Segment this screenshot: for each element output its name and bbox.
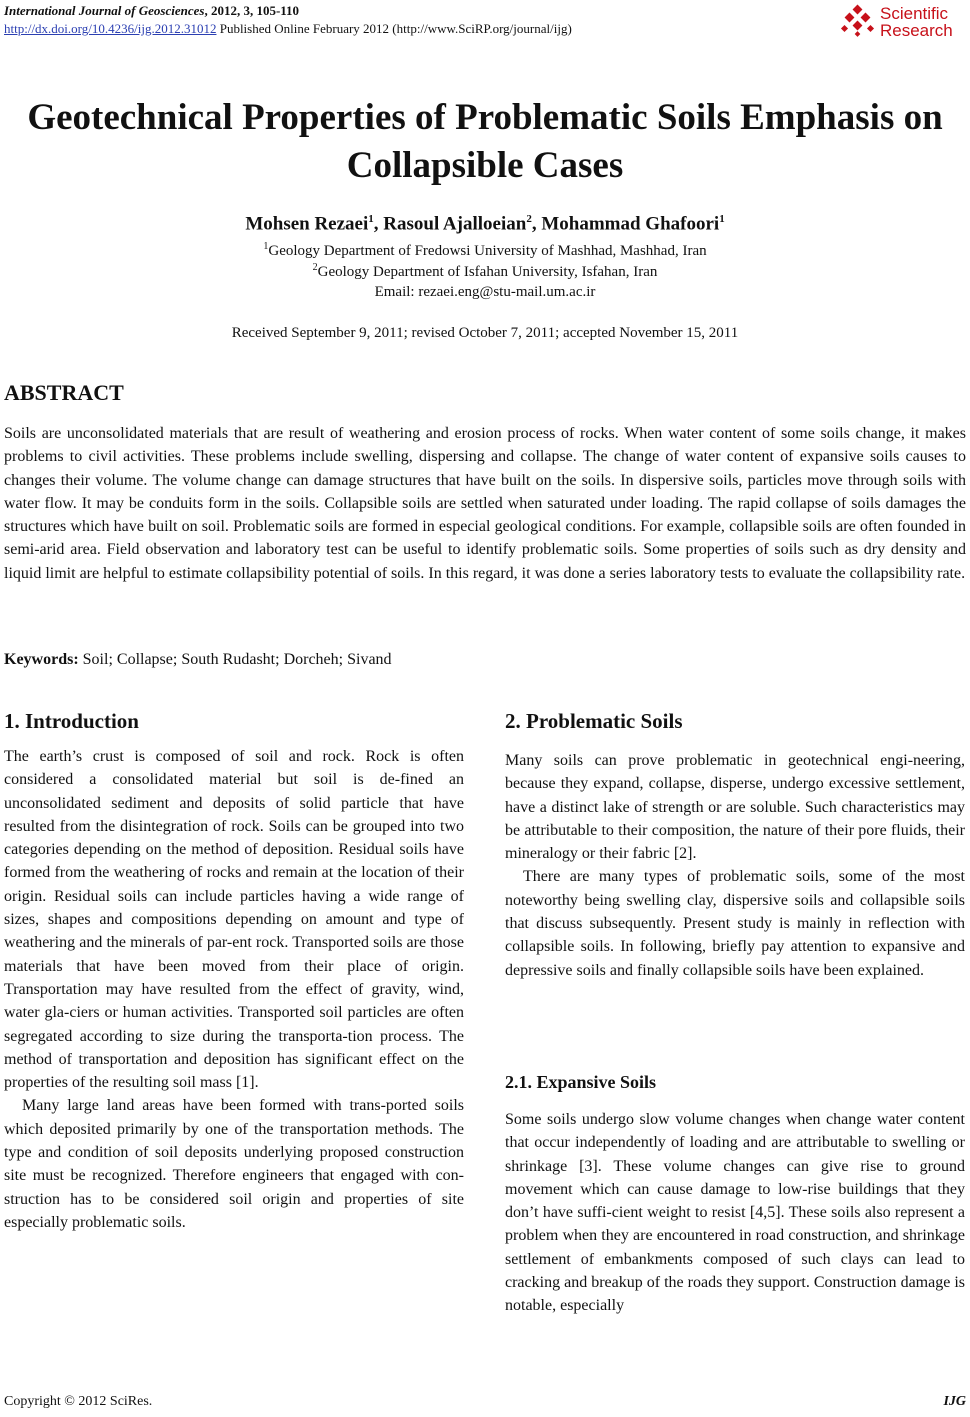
section-1-paragraph-2: Many large land areas have been formed with trans-ported soils which deposited primarily by one of the transportation methods. The type and condition of soil deposits underlying proposed construction site must be recognized. Therefore engineers that engaged with con-struction has to be considered soil origin and properties of site especially problematic soils.: [4, 1097, 464, 1231]
section-2-body: [505, 749, 965, 982]
page-footer: [4, 1394, 966, 1410]
keywords-line: [4, 651, 392, 669]
journal-name: International Journal of Geosciences: [4, 3, 205, 18]
copyright-notice: Copyright © 2012 SciRes.: [4, 1394, 153, 1409]
section-2-paragraph-1: Many soils can prove problematic in geotechnical engi-neering, because they expand, collapse, disperse, undergo excessive settlement, have a distinct lake of strength or are soluble. Such characteristics may be attributable to their composition, the nature of their pore fluids, their mineralogy or their fabric [2].: [505, 752, 965, 863]
section-1-heading: 1. Introduction: [4, 709, 139, 733]
journal-citation-line: [4, 2, 804, 20]
running-header: [4, 2, 804, 38]
doi-link[interactable]: http://dx.doi.org/10.4236/ijg.2012.31012: [4, 21, 217, 36]
volume-pages: , 2012, 3, 105-110: [204, 3, 300, 18]
keywords-list: Soil; Collapse; South Rudasht; Dorcheh; Sivand: [78, 651, 392, 668]
journal-abbreviation: IJG: [943, 1394, 966, 1409]
affiliation-2: $^2$Geology Department of Isfahan University, Isfahan, Iran: [312, 262, 658, 280]
published-online: Published Online February 2012 (http://www.SciRP.org/journal/ijg): [216, 21, 572, 36]
keywords-label: Keywords:: [4, 651, 79, 668]
section-1-paragraph-1: The earth’s crust is composed of soil and rock. Rock is often considered a consolidated material but soil is de-fined an unconsolidated sediment and deposits of solid particle that have resulted from the disintegration of rock. Soils can be grouped into two categories depending on the method of deposition. Residual soils have formed from the weathering of rocks and remain at the location of their origin. Residual soils can include particles having a wide range of sizes, shapes and compositions depending on amount and type of weathering and the minerals of par-ent rock. Transported soils are those materials that have been moved from their place of origin. Transportation may have resulted from the effect of gravity, wind, water gla-ciers or human activities. Transported soil particles are often segregated according to size during the transporta-tion process. The method of transportation and deposition has significant effect on the properties of the resulting soil mass [1].: [4, 748, 464, 1092]
subsection-2-1-heading: 2.1. Expansive Soils: [505, 1072, 657, 1092]
abstract-heading: ABSTRACT: [4, 380, 124, 405]
received-dates: Received September 9, 2011; revised October 7, 2011; accepted November 15, 2011: [231, 325, 739, 341]
scirp-logo-icon: [840, 4, 876, 40]
author-list: Mohsen Rezaei$^1$, Rasoul Ajalloeian$^2$, Mohammad Ghafoori$^1$: [245, 213, 725, 235]
section-2-heading: 2. Problematic Soils: [505, 709, 683, 733]
paper-title: Geotechnical Properties of Problematic Soils Emphasis on Collapsible Cases: [27, 97, 943, 186]
affiliation-1: $^1$Geology Department of Fredowsi University of Mashhad, Mashhad, Iran: [263, 241, 707, 259]
logo-wordmark: Scientific Research: [880, 4, 953, 40]
abstract-body: Soils are unconsolidated materials that are result of weathering and erosion process of rocks. When water content of some soils change, it makes problems to civil activities. These problems include swelling, dispersing and collapse. The change of water content of expansive soils causes to changes their volume. The volume change can damage structures that have built on the soils. In dispersive soils, particles move through soils with water flow. It may be conduits form in the soils. Collapsible soils are settled when saturated under loading. The rapid collapse of soils damages the structures which have built on soil. Problematic soils are formed in especial geological conditions. For example, collapsible soils are often founded in semi-arid area. Field observation and laboratory test can be useful to identify problematic soils. Some properties of soils such as dry density and liquid limit are helpful to estimate collapsibility potential of soils. In this regard, it was done a series laboratory tests to evaluate the collapsibility rate.: [4, 425, 966, 582]
section-1-body: [4, 745, 464, 1234]
section-2-paragraph-2: There are many types of problematic soils, some of the most noteworthy being swelling clay, dispersive soils and collapsible soils that discuss subsequently. Present study is mainly in reflection with collapsible soils. In following, briefly pay attention to expansive and depressive soils and finally collapsible soils have been explained.: [505, 868, 965, 979]
subsection-2-1-body: [505, 1108, 965, 1318]
publisher-logo: [840, 2, 966, 42]
doi-line: [4, 20, 804, 38]
section-2-paragraph-3: Some soils undergo slow volume changes when change water content that occur independently of loading and are attributable to swelling or shrinkage [3]. These volume changes can give rise to ground movement which can cause damage to low-rise buildings that they don’t have suffi-cient weight to resist [4,5]. These soils also represent a problem when they are encountered in road construction, and shrinkage settlement of embankments composed of such clays can lead to cracking and breakup of the roads they support. Construction damage is notable, especially: [505, 1111, 965, 1315]
author-email: Email: rezaei.eng@stu-mail.um.ac.ir: [374, 284, 596, 300]
